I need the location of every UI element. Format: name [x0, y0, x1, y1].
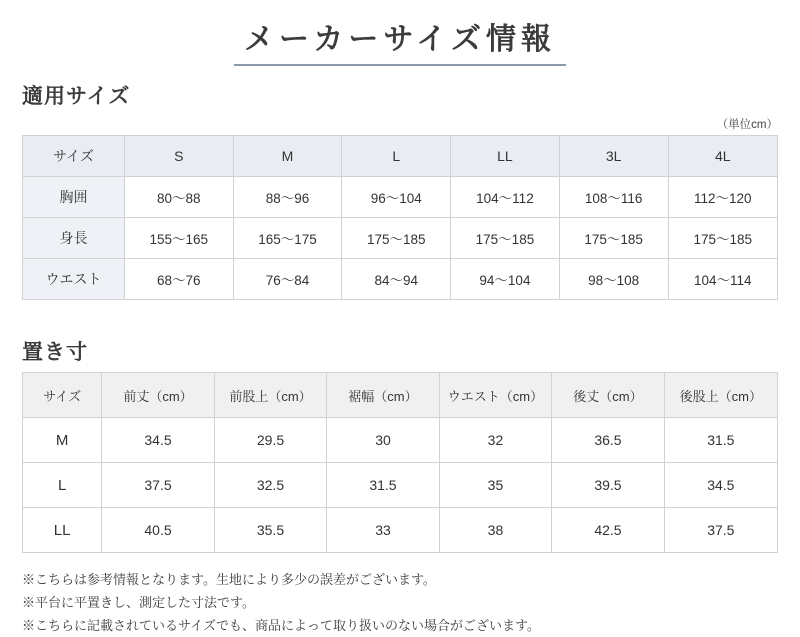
- note-line-2: ※平台に平置きし、測定した寸法です。: [22, 592, 778, 615]
- cell-chest-ll: 104〜112: [451, 177, 560, 218]
- flat-measurements-table: [22, 372, 778, 553]
- row-header-height: 身長: [23, 218, 125, 259]
- cell-chest-3l: 108〜116: [559, 177, 668, 218]
- cell-l-back-length: 39.5: [552, 463, 664, 508]
- cell-l-waist: 35: [439, 463, 551, 508]
- table-row: [23, 508, 778, 553]
- cell-chest-s: 80〜88: [124, 177, 233, 218]
- column-header-size: サイズ: [23, 373, 102, 418]
- cell-l-front-rise: 32.5: [214, 463, 326, 508]
- column-header-back-length: 後丈（cm）: [552, 373, 664, 418]
- cell-height-4l: 175〜185: [668, 218, 777, 259]
- cell-l-hem-width: 31.5: [327, 463, 439, 508]
- table-row: [23, 418, 778, 463]
- cell-height-l: 175〜185: [342, 218, 451, 259]
- cell-height-s: 155〜165: [124, 218, 233, 259]
- table-row: [23, 177, 778, 218]
- section-spacer: [22, 300, 778, 322]
- unit-note: （単位cm）: [22, 116, 778, 132]
- column-header-4l: 4L: [668, 136, 777, 177]
- cell-waist-l: 84〜94: [342, 259, 451, 300]
- column-header-front-rise: 前股上（cm）: [214, 373, 326, 418]
- table-row: [23, 218, 778, 259]
- cell-waist-s: 68〜76: [124, 259, 233, 300]
- column-header-size: サイズ: [23, 136, 125, 177]
- cell-l-front-length: 37.5: [102, 463, 214, 508]
- note-line-3: ※こちらに記載されているサイズでも、商品によって取り扱いのない場合がございます。: [22, 615, 778, 637]
- cell-ll-front-rise: 35.5: [214, 508, 326, 553]
- cell-m-front-length: 34.5: [102, 418, 214, 463]
- note-line-1: ※こちらは参考情報となります。生地により多少の誤差がございます。: [22, 569, 778, 592]
- cell-waist-m: 76〜84: [233, 259, 342, 300]
- cell-height-3l: 175〜185: [559, 218, 668, 259]
- cell-height-m: 165〜175: [233, 218, 342, 259]
- cell-size-ll: LL: [23, 508, 102, 553]
- table-header-row: [23, 136, 778, 177]
- section-heading-flat-measurements: 置き寸: [22, 336, 778, 366]
- cell-ll-back-length: 42.5: [552, 508, 664, 553]
- cell-ll-front-length: 40.5: [102, 508, 214, 553]
- section-heading-applicable-size: 適用サイズ: [22, 80, 778, 110]
- cell-ll-hem-width: 33: [327, 508, 439, 553]
- cell-m-waist: 32: [439, 418, 551, 463]
- column-header-front-length: 前丈（cm）: [102, 373, 214, 418]
- cell-m-back-rise: 31.5: [664, 418, 777, 463]
- column-header-waist: ウエスト（cm）: [439, 373, 551, 418]
- column-header-s: S: [124, 136, 233, 177]
- cell-chest-m: 88〜96: [233, 177, 342, 218]
- cell-chest-l: 96〜104: [342, 177, 451, 218]
- cell-waist-4l: 104〜114: [668, 259, 777, 300]
- main-title-container: [22, 0, 778, 66]
- column-header-back-rise: 後股上（cm）: [664, 373, 777, 418]
- cell-ll-waist: 38: [439, 508, 551, 553]
- table-row: [23, 259, 778, 300]
- column-header-ll: LL: [451, 136, 560, 177]
- table-row: [23, 463, 778, 508]
- cell-height-ll: 175〜185: [451, 218, 560, 259]
- applicable-size-table: [22, 135, 778, 300]
- row-header-chest: 胸囲: [23, 177, 125, 218]
- column-header-3l: 3L: [559, 136, 668, 177]
- cell-l-back-rise: 34.5: [664, 463, 777, 508]
- notes-section: [22, 569, 778, 637]
- column-header-l: L: [342, 136, 451, 177]
- column-header-hem-width: 裾幅（cm）: [327, 373, 439, 418]
- column-header-m: M: [233, 136, 342, 177]
- row-header-waist: ウエスト: [23, 259, 125, 300]
- cell-chest-4l: 112〜120: [668, 177, 777, 218]
- cell-size-l: L: [23, 463, 102, 508]
- table-header-row: [23, 373, 778, 418]
- cell-m-hem-width: 30: [327, 418, 439, 463]
- page-title: メーカーサイズ情報: [234, 14, 566, 66]
- cell-waist-3l: 98〜108: [559, 259, 668, 300]
- cell-m-front-rise: 29.5: [214, 418, 326, 463]
- cell-m-back-length: 36.5: [552, 418, 664, 463]
- cell-ll-back-rise: 37.5: [664, 508, 777, 553]
- cell-size-m: M: [23, 418, 102, 463]
- cell-waist-ll: 94〜104: [451, 259, 560, 300]
